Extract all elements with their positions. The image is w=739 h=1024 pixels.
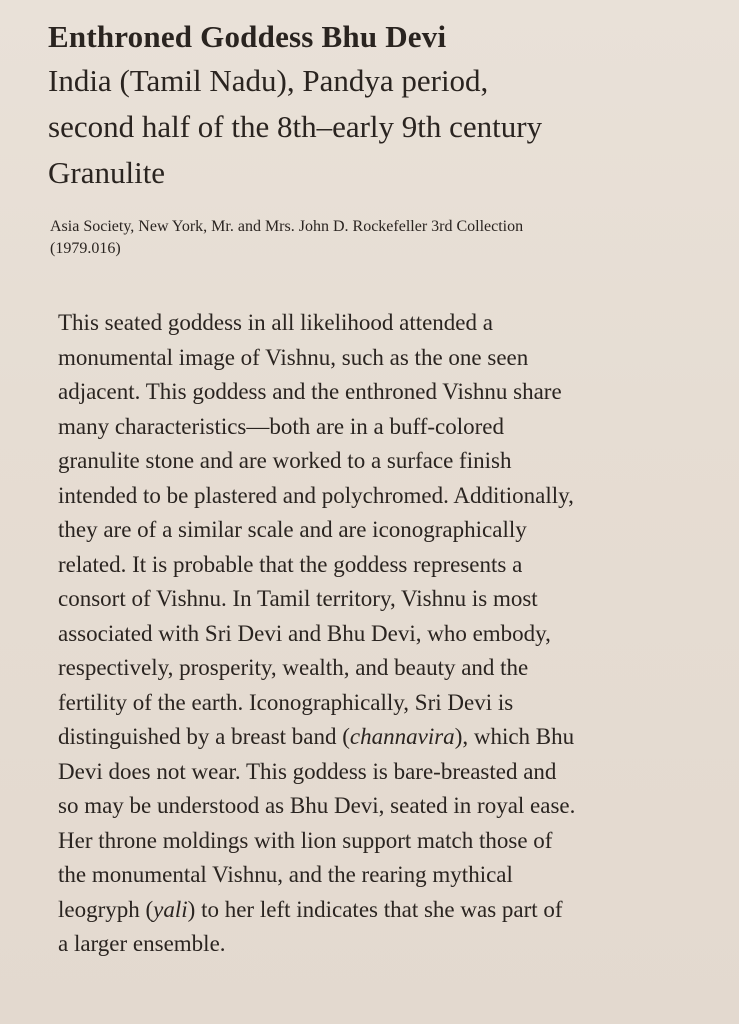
channavira-term: channavira [349, 724, 455, 749]
description-text-segment: distinguished by a breast band ( [58, 724, 350, 749]
artwork-title: Enthroned Goddess Bhu Devi [48, 19, 447, 54]
description-line: a larger ensemble. [58, 931, 226, 956]
description-line: granulite stone and are worked to a surface finish [58, 448, 512, 473]
description-line: related. It is probable that the goddess represents a [58, 551, 523, 577]
description-line: they are of a similar scale and are iconographically [58, 517, 527, 542]
origin-line: India (Tamil Nadu), Pandya period, [48, 63, 489, 98]
description-line: respectively, prosperity, wealth, and beauty and the [58, 655, 529, 680]
description-line: many characteristics—both are in a buff-colored [58, 413, 504, 439]
accession-number: (1979.016) [50, 240, 121, 257]
description-line: the monumental Vishnu, and the rearing mythical [58, 862, 513, 887]
yali-term: yali [153, 896, 188, 922]
description-text-segment: ) to her left indicates that she was part of [187, 896, 563, 922]
description-line: Her throne moldings with lion support match those of [58, 827, 553, 853]
artwork-details [48, 58, 718, 196]
description-text-segment: leogryph ( [58, 896, 154, 922]
description-line: fertility of the earth. Iconographically, Sri Devi is [58, 689, 514, 715]
medium-line: Granulite [48, 155, 166, 190]
description-line: monumental image of Vishnu, such as the one seen [58, 344, 529, 370]
description-line: adjacent. This goddess and the enthroned Vishnu share [58, 379, 562, 404]
description-line: intended to be plastered and polychromed. Additionally, [58, 482, 574, 508]
description-line: This seated goddess in all likelihood attended a [58, 310, 493, 335]
description-line [58, 720, 718, 755]
date-line: second half of the 8th–early 9th century [48, 109, 543, 144]
museum-label [48, 18, 718, 260]
credit-line [50, 216, 718, 260]
description-line: consort of Vishnu. In Tamil territory, Vishnu is most [58, 586, 538, 611]
description-line: Devi does not wear. This goddess is bare-breasted and [58, 758, 557, 784]
description-line: so may be understood as Bhu Devi, seated in royal ease. [58, 793, 576, 818]
description-text [58, 306, 718, 962]
description-text-segment: ), which Bhu [454, 724, 575, 749]
collection-line: Asia Society, New York, Mr. and Mrs. John D. Rockefeller 3rd Collection [50, 218, 524, 235]
description-line: associated with Sri Devi and Bhu Devi, who embody, [58, 620, 551, 646]
description-line [58, 893, 718, 928]
